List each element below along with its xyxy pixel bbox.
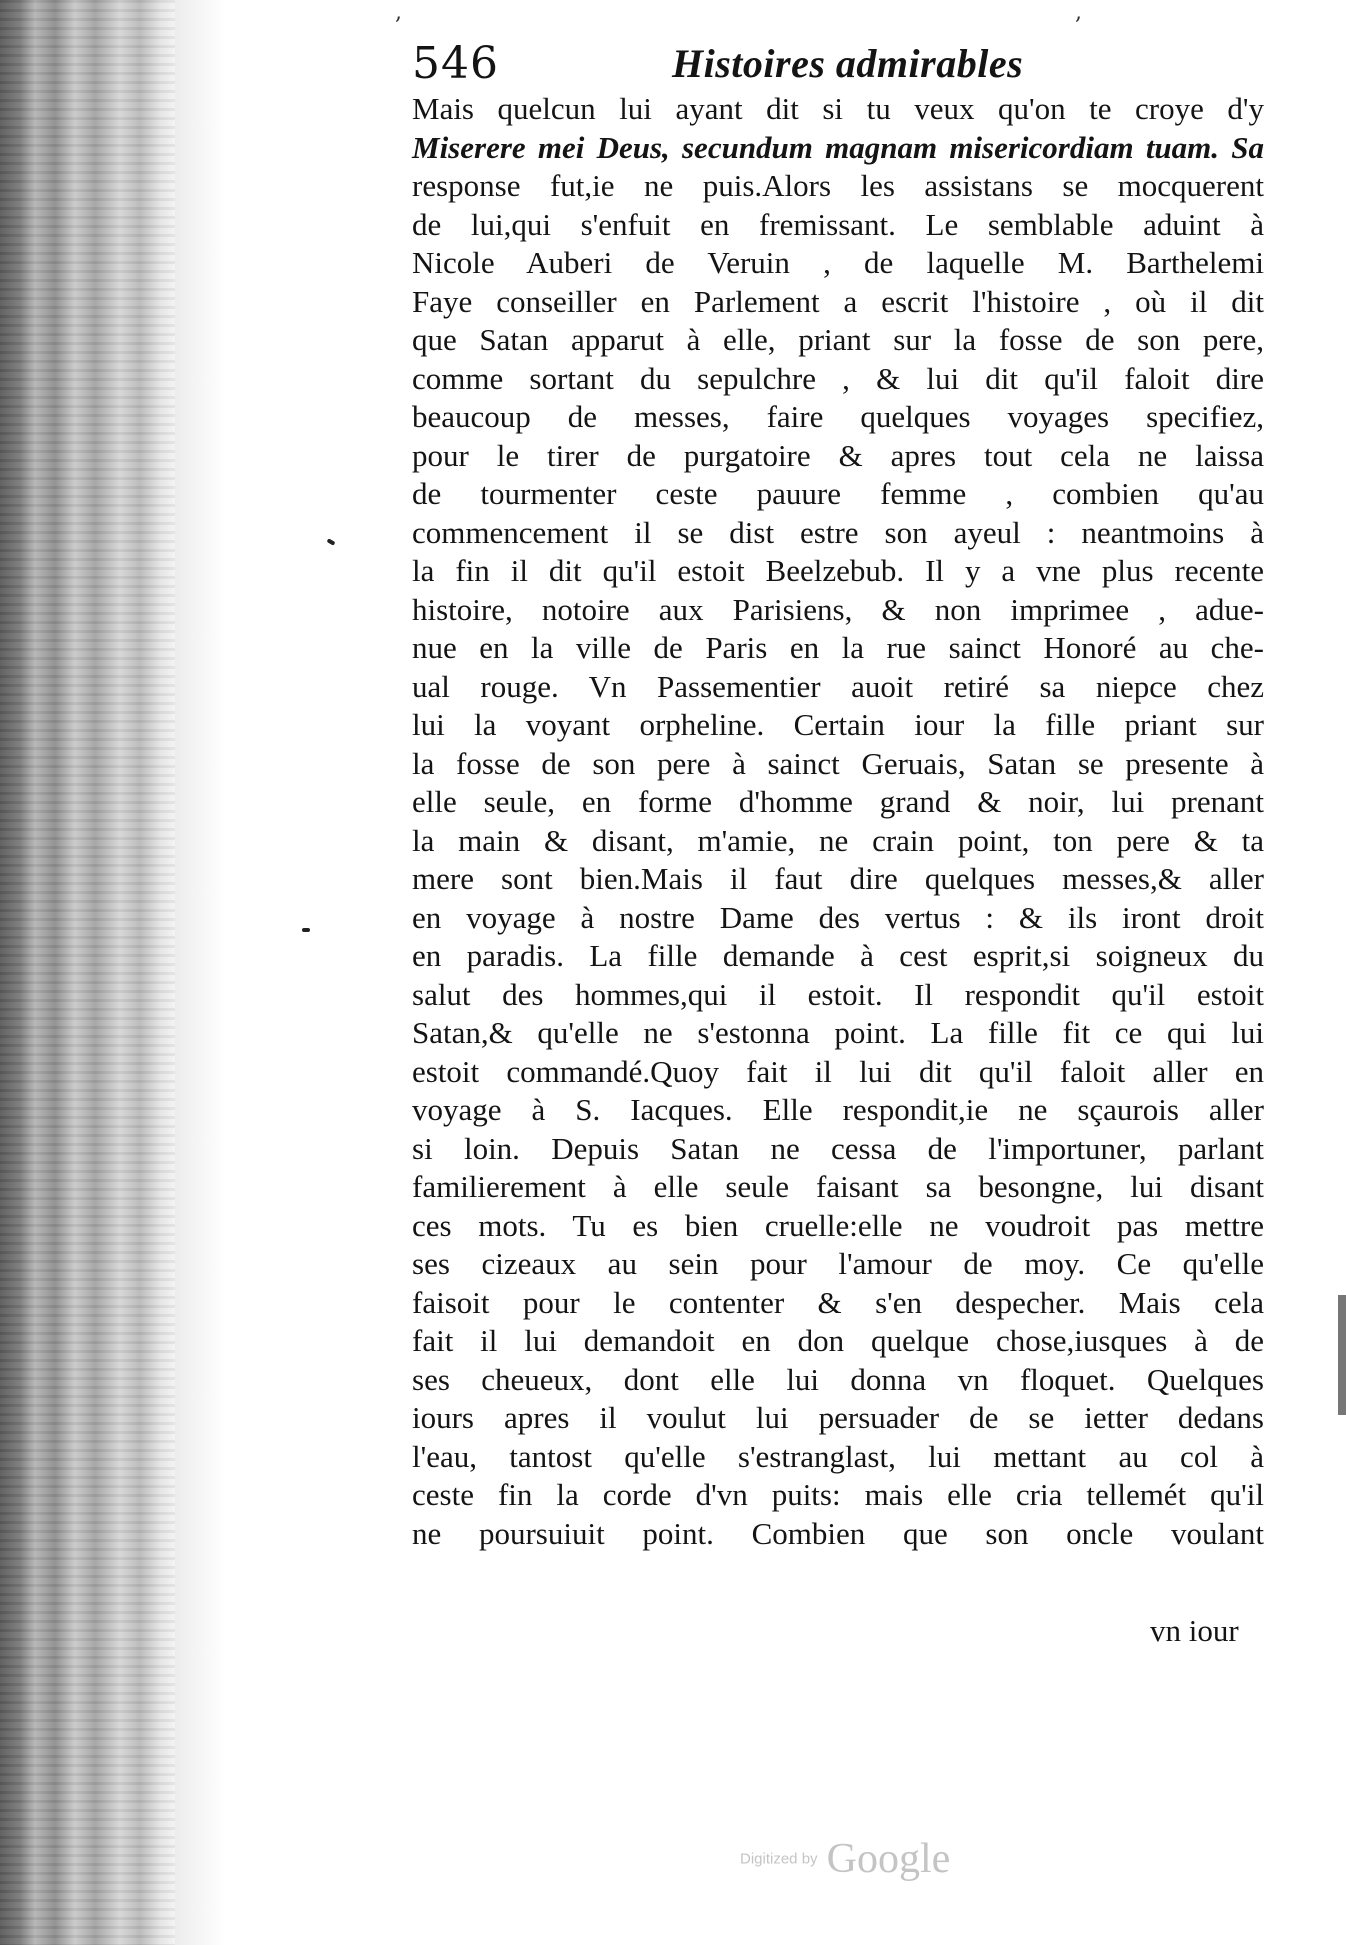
- text-line: fait il lui demandoit en don quelque chose,iusques à de: [412, 1323, 1264, 1358]
- text-line: elle seule, en forme d'homme grand & noir, lui prenant: [412, 784, 1264, 819]
- page-gutter-shadow: [0, 0, 175, 1945]
- running-title: Histoires admirables: [672, 41, 1024, 86]
- text-line: Mais quelcun lui ayant dit si tu veux qu'on te croye d'y: [412, 91, 1264, 126]
- page-fold: [175, 0, 225, 1945]
- text-line: salut des hommes,qui il estoit. Il respondit qu'il estoit: [412, 976, 1264, 1012]
- edge-mark-right: ,: [1075, 0, 1082, 25]
- ink-speck: [327, 538, 336, 545]
- text-line: en voyage à nostre Dame des vertus : & ils iront droit: [412, 899, 1264, 935]
- text-line: la fosse de son pere à sainct Geruais, Satan se presente à: [412, 745, 1264, 781]
- text-line: mere sont bien.Mais il faut dire quelques messes,& aller: [412, 861, 1264, 896]
- text-line: beaucoup de messes, faire quelques voyages specifiez,: [412, 399, 1264, 434]
- text-line: de tourmenter ceste pauure femme , combien qu'au: [412, 476, 1264, 511]
- text-line: ual rouge. Vn Passementier auoit retiré sa niepce chez: [412, 668, 1264, 704]
- text-line: iours apres il voulut lui persuader de se ietter dedans: [412, 1400, 1264, 1435]
- digitized-watermark: [740, 1835, 950, 1895]
- text-line: pour le tirer de purgatoire & apres tout cela ne laissa: [412, 437, 1264, 473]
- text-line: la fin il dit qu'il estoit Beelzebub. Il y a vne plus recente: [412, 553, 1264, 588]
- text-line: la main & disant, m'amie, ne crain point, ton pere & ta: [412, 822, 1264, 858]
- text-line: voyage à S. Iacques. Elle respondit,ie ne sçaurois aller: [412, 1092, 1264, 1127]
- text-line: lui la voyant orpheline. Certain iour la fille priant sur: [412, 707, 1264, 742]
- text-line: ne poursuiuit point. Combien que son oncle voulant: [412, 1515, 1264, 1551]
- text-line: Miserere mei Deus, secundum magnam misericordiam tuam. Sa: [412, 129, 1264, 165]
- text-line: de lui,qui s'enfuit en fremissant. Le semblable aduint à: [412, 206, 1264, 242]
- body-text: [412, 90, 1264, 1553]
- margin-artifact: [1338, 1295, 1346, 1415]
- edge-mark-top: ,: [395, 0, 402, 25]
- text-line: faisoit pour le contenter & s'en despecher. Mais cela: [412, 1284, 1264, 1320]
- text-line: comme sortant du sepulchre , & lui dit qu'il faloit dire: [412, 360, 1264, 396]
- ink-speck: [302, 928, 310, 932]
- text-line: Satan,& qu'elle ne s'estonna point. La fille fit ce qui lui: [412, 1015, 1264, 1050]
- text-line: histoire, notoire aux Parisiens, & non imprimee , adue-: [412, 591, 1264, 627]
- text-line: que Satan apparut à elle, priant sur la fosse de son pere,: [412, 322, 1264, 357]
- running-head: [412, 38, 1272, 98]
- page-number: 546: [412, 38, 499, 89]
- text-line: familierement à elle seule faisant sa besongne, lui disant: [412, 1169, 1264, 1204]
- text-line: si loin. Depuis Satan ne cessa de l'importuner, parlant: [412, 1130, 1264, 1166]
- digitized-by-label: Digitized by: [740, 1850, 818, 1868]
- text-line: ses cheueux, dont elle lui donna vn floquet. Quelques: [412, 1361, 1264, 1397]
- text-line: Faye conseiller en Parlement a escrit l'histoire , où il dit: [412, 283, 1264, 319]
- text-line: Nicole Auberi de Veruin , de laquelle M. Barthelemi: [412, 245, 1264, 280]
- text-line: en paradis. La fille demande à cest esprit,si soigneux du: [412, 938, 1264, 973]
- text-line: estoit commandé.Quoy fait il lui dit qu'il faloit aller en: [412, 1053, 1264, 1089]
- text-line: ceste fin la corde d'vn puits: mais elle cria tellemét qu'il: [412, 1477, 1264, 1512]
- google-logo: Google: [826, 1836, 951, 1882]
- catchword: vn iour: [1150, 1613, 1239, 1648]
- text-line: l'eau, tantost qu'elle s'estranglast, lui mettant au col à: [412, 1438, 1264, 1474]
- text-line: nue en la ville de Paris en la rue sainct Honoré au che-: [412, 630, 1264, 665]
- text-line: ses cizeaux au sein pour l'amour de moy. Ce qu'elle: [412, 1246, 1264, 1281]
- text-line: commencement il se dist estre son ayeul : neantmoins à: [412, 514, 1264, 550]
- text-line: ces mots. Tu es bien cruelle:elle ne voudroit pas mettre: [412, 1207, 1264, 1243]
- text-line: response fut,ie ne puis.Alors les assistans se mocquerent: [412, 168, 1264, 203]
